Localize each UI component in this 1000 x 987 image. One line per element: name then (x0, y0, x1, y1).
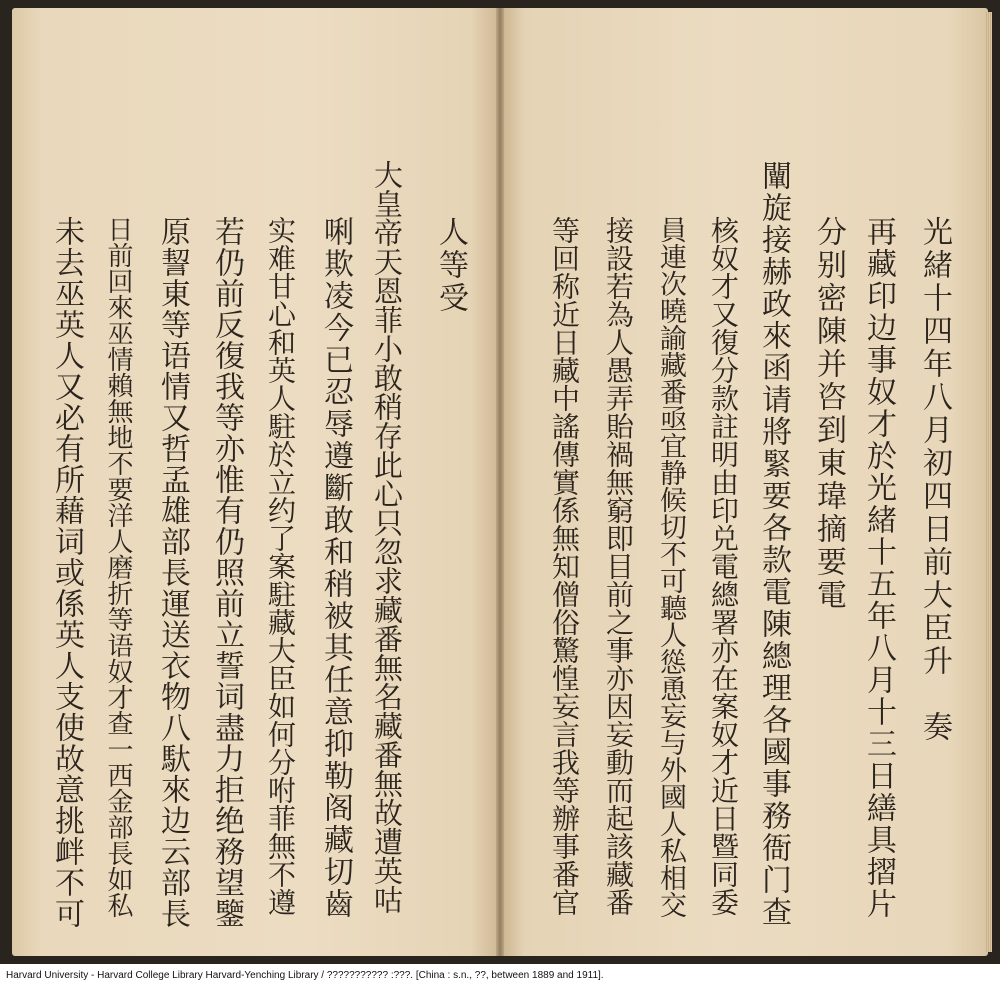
source-caption: Harvard University - Harvard College Library Harvard-Yenching Library / ??????????? :???. [China : s.n., ??, between 1889 and 1911]. (6, 970, 604, 981)
text-column: 若仍前反復我等亦惟有仍照前立誓词盡力拒绝務望鑒 (209, 216, 244, 929)
text-column: 闡旋接赫政來函请將緊要各款電陳總理各國事務衙门查 (756, 160, 791, 928)
text-column: 等回称近日藏中謠傳實係無知僧俗驚惶妄言我等辦事番官 (548, 216, 581, 916)
text-column: 未去巫英人又必有所藉词或係英人支使故意挑衅不可 (49, 216, 84, 929)
text-column: 原䛚東等语情又哲孟雄部長運送衣物八馱來边云部長 (155, 216, 190, 929)
page-edges (986, 12, 992, 952)
right-page (500, 8, 988, 956)
text-column: 再藏印边事奴才於光緒十五年八月十三日繕具摺片 (861, 216, 896, 920)
text-column: 日前回來巫情賴無地不要洋人磨折等语奴才查一西金部長如私 (103, 216, 133, 918)
text-column: 大皇帝天恩菲小敢稍存此心只忽求藏番無名藏番無故遭英咕 (370, 160, 404, 914)
text-column: 唎欺凌今已忍辱遵斷敢和稍被其任意抑勒阁藏切齒 (318, 216, 353, 920)
text-column: 核奴才又復分款註明由印兑電總署亦在案奴才近日暨同委 (707, 216, 740, 916)
left-page (12, 8, 500, 956)
text-column: 接設若為人愚弄貽禍無窮即目前之事亦因妄動而起該藏番 (602, 216, 635, 916)
book-gutter (496, 8, 504, 956)
text-column: 光緒十四年八月初四日前大臣升 奏 (917, 216, 952, 744)
text-column: 員連次曉諭藏番亟宜静候切不可聽人慫恿妄与外國人私相交 (655, 216, 686, 918)
text-column: 分别密陳并咨到東瑋摘要電 (811, 216, 846, 612)
text-column: 实难甘心和英人駐於立约了案駐藏大臣如何分咐菲無不遵 (264, 216, 297, 916)
text-column: 人等受 (433, 216, 468, 315)
